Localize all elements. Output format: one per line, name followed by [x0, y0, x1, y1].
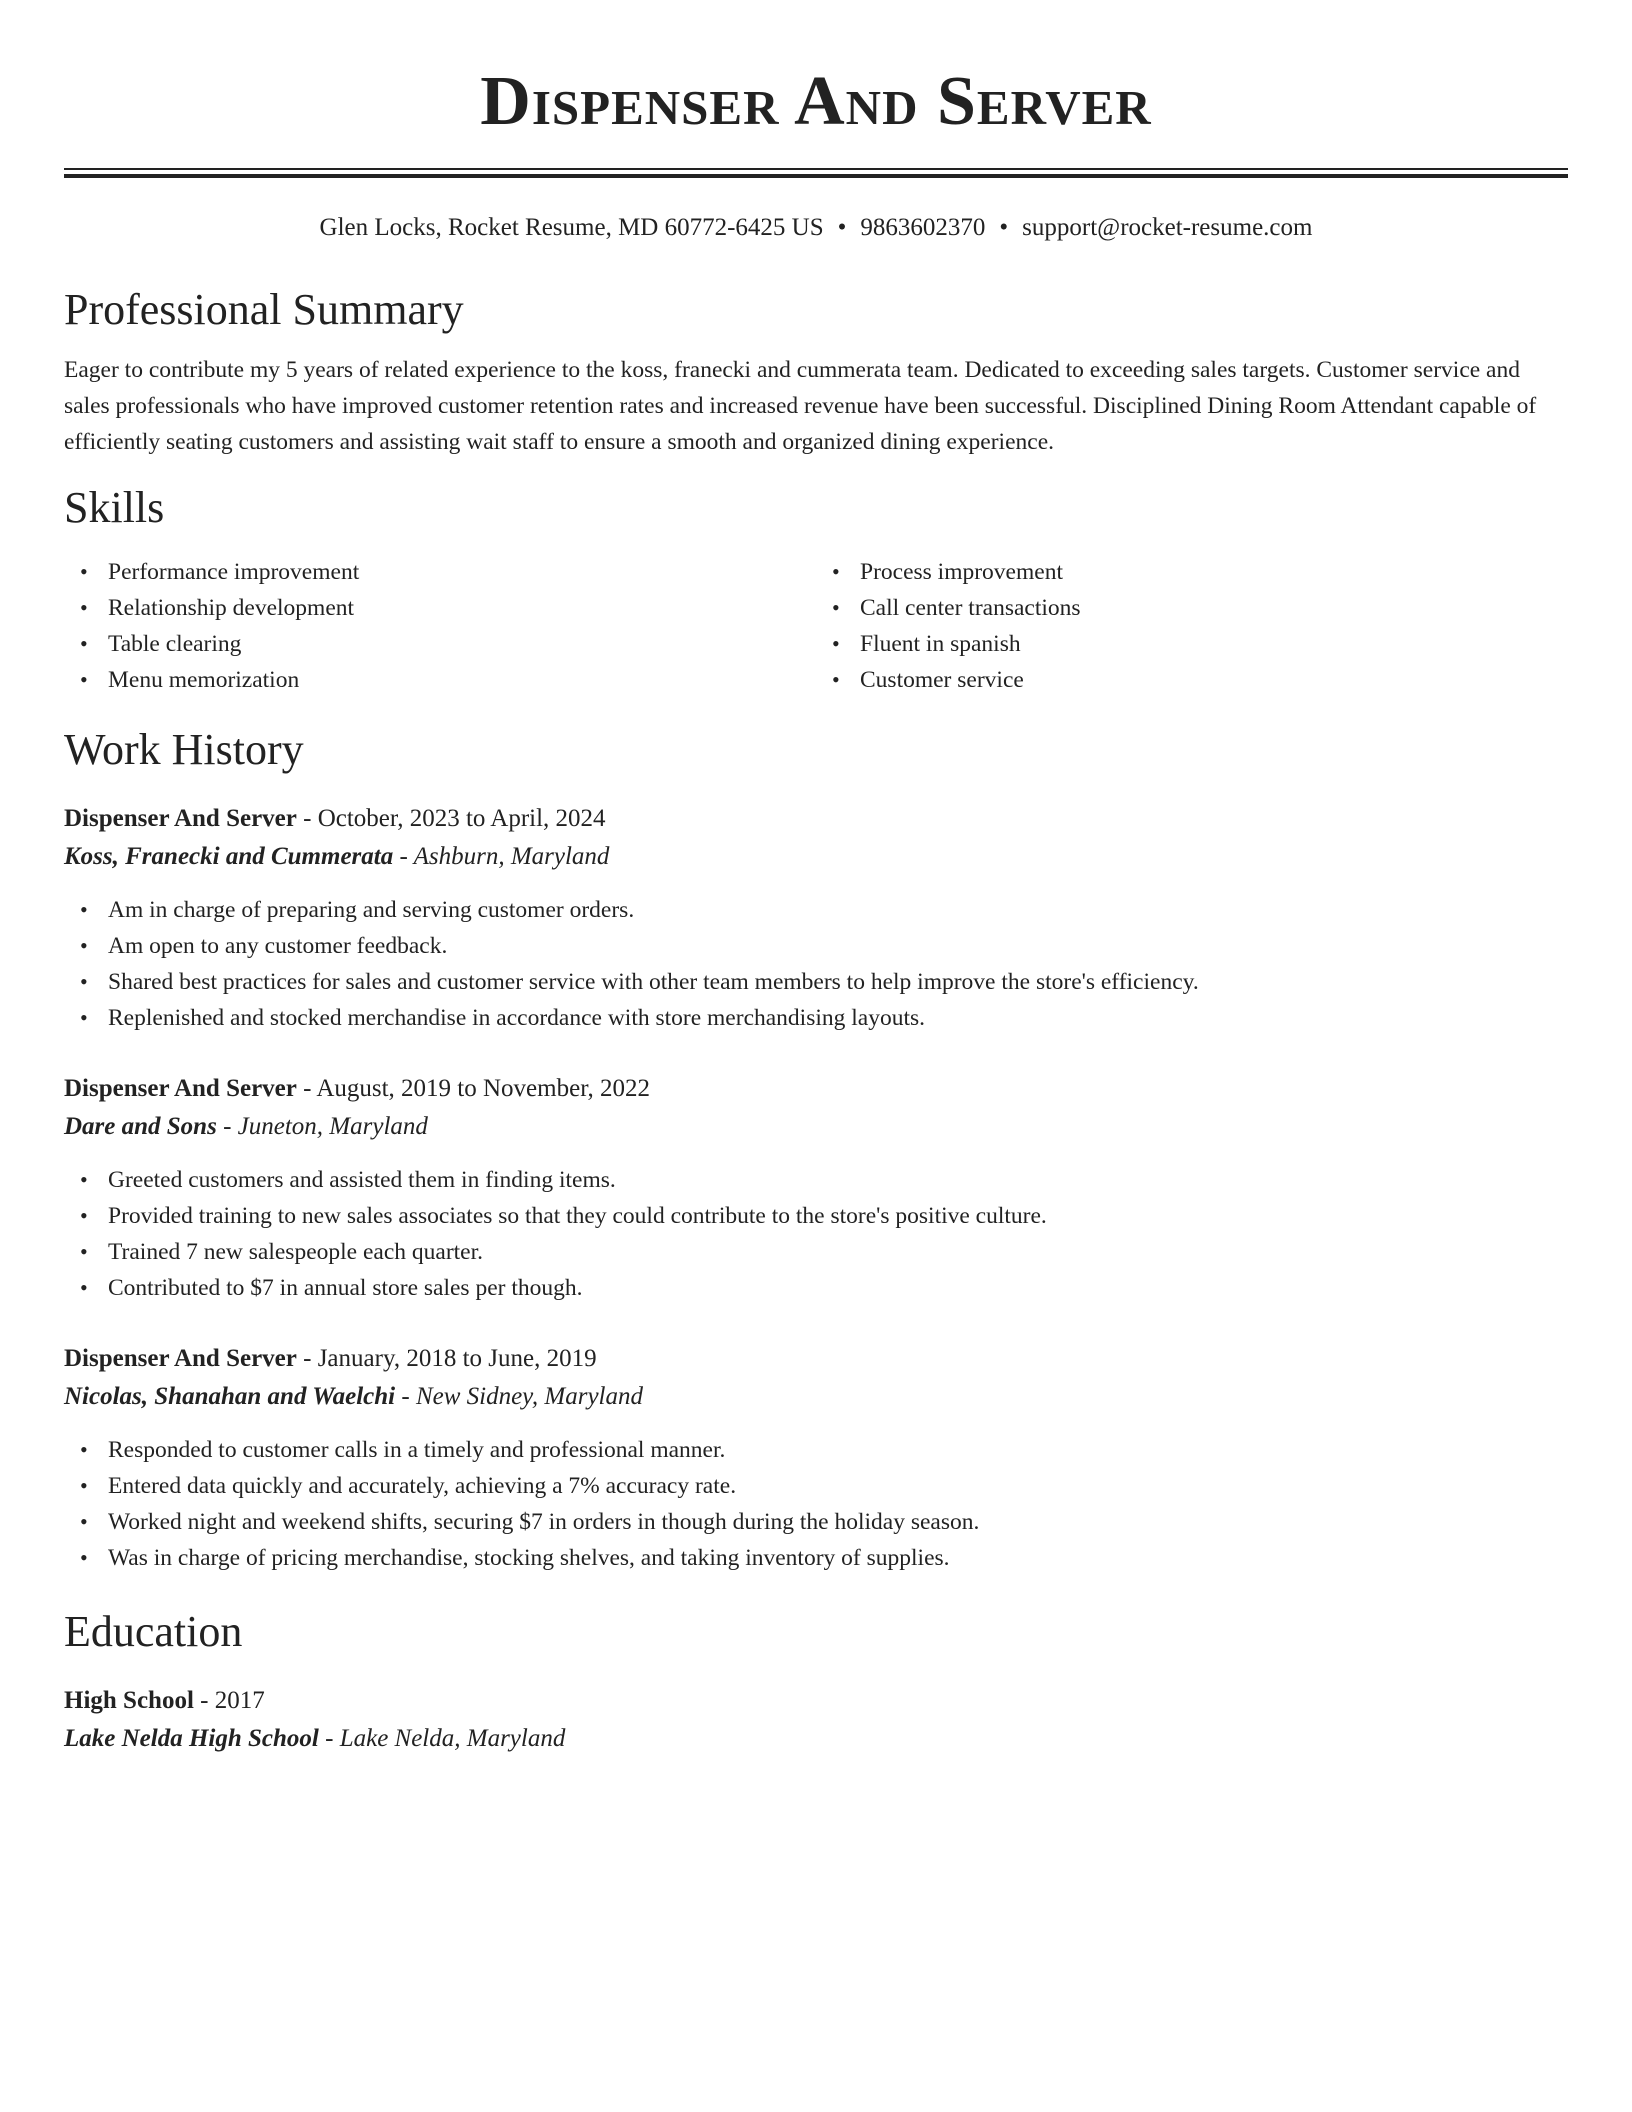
skills-list	[64, 554, 1568, 698]
education-degree-line: High School - 2017	[64, 1687, 265, 1714]
job-company-line: Nicolas, Shanahan and Waelchi - New Sidney, Maryland	[64, 1383, 643, 1410]
job-duties	[64, 1432, 1568, 1576]
bullet-icon: •	[80, 933, 88, 958]
skill-item	[832, 590, 1568, 626]
job-title-line: Dispenser And Server - January, 2018 to June, 2019	[64, 1345, 597, 1372]
duty-text: Worked night and weekend shifts, securing $7 in orders in though during the holiday season.	[108, 1509, 980, 1535]
duty-item	[80, 1504, 1568, 1540]
job-company: Dare and Sons	[64, 1113, 217, 1140]
job-role: Dispenser And Server	[64, 1075, 297, 1102]
skills-heading: Skills	[64, 483, 165, 532]
bullet-icon: •	[832, 631, 840, 656]
duty-text: Entered data quickly and accurately, achieving a 7% accuracy rate.	[108, 1473, 737, 1499]
skills-column-left	[64, 554, 816, 698]
contact-separator: •	[837, 214, 847, 241]
duty-text: Trained 7 new salespeople each quarter.	[108, 1239, 484, 1265]
duty-item	[80, 928, 1568, 964]
bullet-icon: •	[80, 1275, 88, 1300]
bullet-icon: •	[80, 1473, 88, 1498]
duty-item	[80, 1000, 1568, 1036]
education-year: 2017	[214, 1687, 265, 1714]
header-rule-thick	[64, 174, 1568, 178]
job-entry	[64, 800, 1568, 1036]
job-entry	[64, 1340, 1568, 1576]
job-location: Juneton, Maryland	[237, 1113, 428, 1140]
job-role: Dispenser And Server	[64, 1345, 297, 1372]
duty-item	[80, 1234, 1568, 1270]
skills-column-right	[816, 554, 1568, 698]
skill-item	[832, 626, 1568, 662]
work-history-heading: Work History	[64, 725, 304, 774]
bullet-icon: •	[80, 559, 88, 584]
education-heading: Education	[64, 1607, 243, 1656]
duty-text: Responded to customer calls in a timely and professional manner.	[108, 1437, 726, 1463]
summary-text: Eager to contribute my 5 years of related experience to the koss, franecki and cummerata team. Dedicated to exceeding sales targets. Customer service and sales professionals who have improved customer retention rates and increased revenue have been successful. Disciplined Dining Room Attendant capable of efficiently seating customers and assisting wait staff to ensure a smooth and organized dining experience.	[64, 357, 1537, 455]
header-rule-thin	[64, 168, 1568, 170]
skill-label: Table clearing	[108, 631, 242, 657]
job-role: Dispenser And Server	[64, 805, 297, 832]
skill-label: Call center transactions	[860, 595, 1081, 621]
education-degree: High School	[64, 1687, 194, 1714]
job-dates: August, 2019 to November, 2022	[316, 1075, 651, 1102]
job-company-line: Koss, Franecki and Cummerata - Ashburn, Maryland	[64, 843, 610, 870]
contact-separator: •	[999, 214, 1009, 241]
duty-item	[80, 1198, 1568, 1234]
contact-address: Glen Locks, Rocket Resume, MD 60772-6425 US	[319, 214, 824, 241]
skill-item	[80, 554, 816, 590]
bullet-icon: •	[80, 969, 88, 994]
summary-heading: Professional Summary	[64, 285, 464, 334]
duty-item	[80, 892, 1568, 928]
skill-label: Process improvement	[860, 559, 1063, 585]
bullet-icon: •	[80, 1239, 88, 1264]
education-location: Lake Nelda, Maryland	[339, 1725, 566, 1752]
skill-label: Relationship development	[108, 595, 355, 621]
bullet-icon: •	[80, 595, 88, 620]
job-title-line: Dispenser And Server - August, 2019 to November, 2022	[64, 1075, 651, 1102]
job-company-line: Dare and Sons - Juneton, Maryland	[64, 1113, 428, 1140]
education-school-line: Lake Nelda High School - Lake Nelda, Maryland	[64, 1725, 566, 1752]
contact-line	[64, 212, 1568, 244]
job-duties	[64, 1162, 1568, 1306]
job-dates: October, 2023 to April, 2024	[317, 805, 606, 832]
duty-text: Replenished and stocked merchandise in accordance with store merchandising layouts.	[108, 1005, 926, 1031]
bullet-icon: •	[80, 897, 88, 922]
bullet-icon: •	[80, 667, 88, 692]
bullet-icon: •	[80, 1005, 88, 1030]
duty-text: Am in charge of preparing and serving customer orders.	[108, 897, 635, 923]
education-school: Lake Nelda High School	[64, 1725, 319, 1752]
job-entry	[64, 1070, 1568, 1306]
duty-item	[80, 1162, 1568, 1198]
skill-item	[80, 626, 816, 662]
skill-label: Performance improvement	[108, 559, 360, 585]
job-location: Ashburn, Maryland	[413, 843, 610, 870]
duty-text: Am open to any customer feedback.	[108, 933, 448, 959]
job-company: Nicolas, Shanahan and Waelchi	[64, 1383, 396, 1410]
skill-label: Fluent in spanish	[860, 631, 1021, 657]
bullet-icon: •	[80, 1437, 88, 1462]
skill-label: Customer service	[860, 667, 1024, 693]
bullet-icon: •	[80, 1545, 88, 1570]
bullet-icon: •	[80, 1203, 88, 1228]
skill-item	[80, 662, 816, 698]
bullet-icon: •	[80, 1167, 88, 1192]
duty-text: Shared best practices for sales and customer service with other team members to help improve the store's efficiency.	[108, 969, 1199, 995]
job-title-line: Dispenser And Server - October, 2023 to April, 2024	[64, 805, 606, 832]
duty-item	[80, 1540, 1568, 1576]
candidate-name: Dispenser And Server	[480, 63, 1152, 140]
skill-item	[832, 662, 1568, 698]
duty-text: Was in charge of pricing merchandise, stocking shelves, and taking inventory of supplies.	[108, 1545, 950, 1571]
job-location: New Sidney, Maryland	[415, 1383, 643, 1410]
bullet-icon: •	[832, 667, 840, 692]
bullet-icon: •	[80, 1509, 88, 1534]
skill-item	[832, 554, 1568, 590]
header-double-rule	[64, 168, 1568, 178]
duty-text: Greeted customers and assisted them in finding items.	[108, 1167, 616, 1193]
skill-item	[80, 590, 816, 626]
contact-phone: 9863602370	[860, 214, 986, 241]
bullet-icon: •	[832, 559, 840, 584]
duty-item	[80, 964, 1568, 1000]
bullet-icon: •	[832, 595, 840, 620]
skill-label: Menu memorization	[108, 667, 300, 693]
job-duties	[64, 892, 1568, 1036]
job-dates: January, 2018 to June, 2019	[317, 1345, 597, 1372]
bullet-icon: •	[80, 631, 88, 656]
duty-text: Provided training to new sales associates so that they could contribute to the store's positive culture.	[108, 1203, 1047, 1229]
job-company: Koss, Franecki and Cummerata	[64, 843, 394, 870]
duty-item	[80, 1432, 1568, 1468]
duty-item	[80, 1270, 1568, 1306]
duty-item	[80, 1468, 1568, 1504]
contact-email: support@rocket-resume.com	[1022, 214, 1313, 241]
duty-text: Contributed to $7 in annual store sales per though.	[108, 1275, 583, 1301]
